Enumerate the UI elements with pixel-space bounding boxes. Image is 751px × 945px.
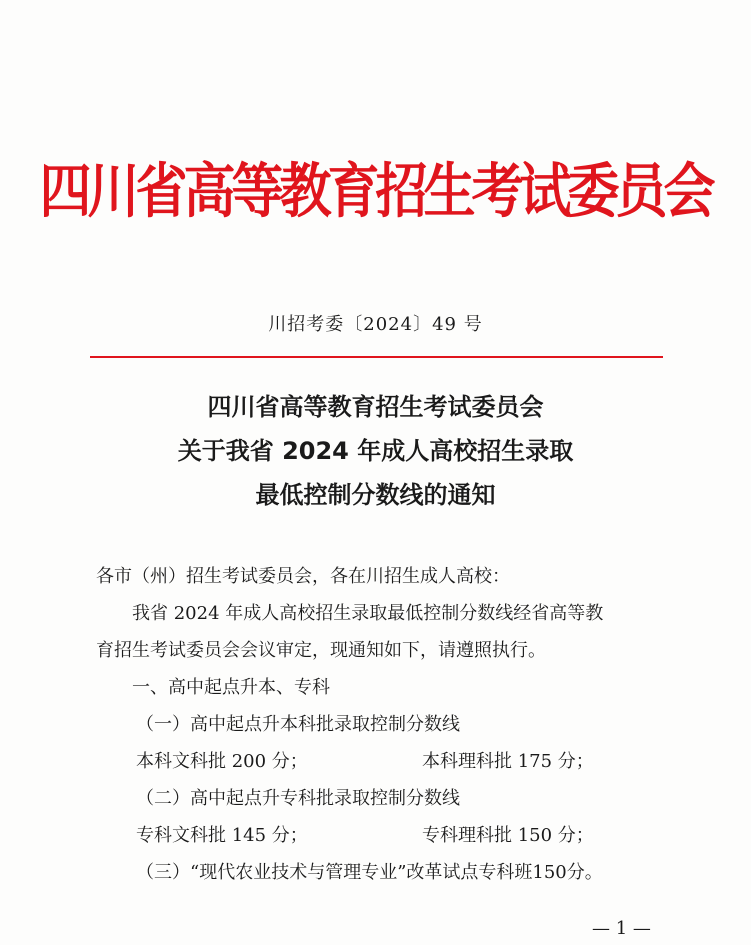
issuing-authority-header: 四川省高等教育招生考试委员会 (39, 157, 712, 227)
title-line-3: 最低控制分数线的通知 (255, 481, 496, 509)
paragraph-1-line-2: 育招生考试委员会会议审定，现通知如下，请遵照执行。 (96, 640, 546, 661)
subsection-1-heading: （一）高中起点升本科批录取控制分数线 (136, 714, 460, 735)
red-separator-line (90, 356, 663, 358)
title-line-1: 四川省高等教育招生考试委员会 (207, 393, 544, 421)
subsection-3-line: （三）“现代农业技术与管理专业”改革试点专科班150分。 (136, 862, 603, 883)
subsection-1-scores (96, 743, 676, 780)
associate-arts-score: 专科文科批 145 分； (136, 825, 308, 846)
subsection-2-scores (96, 817, 676, 854)
document-body (96, 558, 676, 891)
title-line-2: 关于我省 2024 年成人高校招生录取 (177, 437, 574, 465)
paragraph-1-line-1: 我省 2024 年成人高校招生录取最低控制分数线经省高等教 (132, 603, 604, 624)
document-number: 川招考委〔2024〕49 号 (268, 314, 483, 335)
bachelor-arts-score: 本科文科批 200 分； (136, 751, 308, 772)
section-1-heading: 一、高中起点升本、专科 (132, 677, 330, 698)
bachelor-science-score: 本科理科批 175 分； (422, 751, 594, 772)
page-number: — 1 — (592, 918, 651, 939)
document-title (0, 385, 751, 517)
associate-science-score: 专科理科批 150 分； (422, 825, 594, 846)
salutation: 各市（州）招生考试委员会，各在川招生成人高校： (96, 566, 510, 587)
subsection-2-heading: （二）高中起点升专科批录取控制分数线 (136, 788, 460, 809)
